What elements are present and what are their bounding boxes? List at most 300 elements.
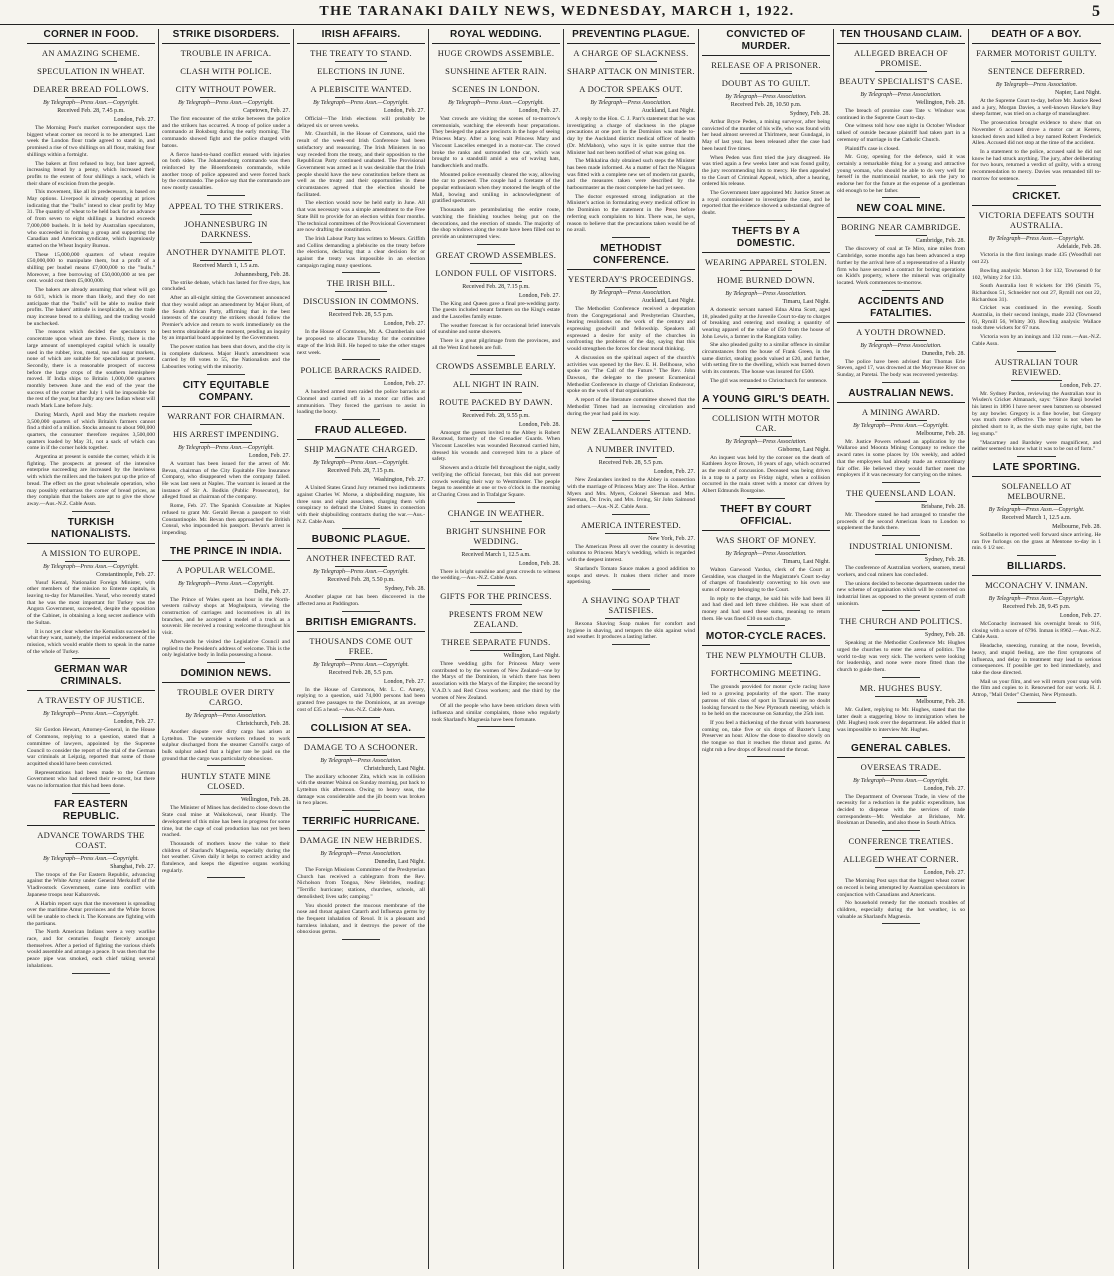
article-subheading: A DOCTOR SPEAKS OUT. bbox=[579, 84, 683, 94]
article-headline: AUSTRALIAN NEWS. bbox=[837, 388, 965, 403]
article-credit: By Telegraph—Press Assn.—Copyright. bbox=[43, 711, 139, 718]
article-headline: CONVICTED OF MURDER. bbox=[702, 29, 830, 56]
article-subheading: THOUSANDS COME OUT FREE. bbox=[309, 635, 413, 656]
article-credit: By Telegraph—Press Assn.—Copyright. bbox=[988, 236, 1085, 243]
article-body bbox=[837, 246, 965, 286]
article-subheading: JOHANNESBURG IN DARKNESS. bbox=[184, 218, 268, 239]
article bbox=[297, 534, 425, 611]
article-end-rule bbox=[72, 973, 110, 974]
article bbox=[972, 357, 1101, 457]
paragraph: The strike debate, which has lasted for five days, has concluded. bbox=[162, 279, 290, 293]
dateline: London, Feb. 27. bbox=[113, 117, 155, 123]
page-number: 5 bbox=[1092, 3, 1100, 20]
article-subheading: HOME BURNED DOWN. bbox=[717, 274, 815, 285]
article bbox=[837, 29, 965, 198]
article-body bbox=[432, 301, 560, 352]
article-subheading: PRESENTS FROM NEW ZEALAND. bbox=[448, 609, 544, 630]
paragraph: Sir Gordon Hewart, Attorney-General, in the House of Commons, replying to a question, stated that a committee of lawyers, appointed by the Supreme Council to consider the report of the trial of the German war criminals at Leipzig, reported that some of those acquitted should have been convicted. bbox=[27, 727, 155, 767]
divider bbox=[875, 867, 926, 868]
article-body bbox=[972, 532, 1101, 552]
article bbox=[837, 203, 965, 290]
article-body bbox=[837, 108, 965, 194]
article-subheading: ADVANCE TOWARDS THE COAST. bbox=[37, 829, 145, 850]
article-subheading: A SHAVING SOAP THAT SATISFIES. bbox=[582, 594, 680, 615]
divider bbox=[200, 97, 251, 98]
paragraph: The auxiliary schooner Zita, which was in collision with the steamer Wainui on Sunday morning, put back to Lyttelton this afternoon. Owing to heavy seas, the damage was considerable and the jib boom was broken in two places. bbox=[297, 773, 425, 807]
article-end-rule bbox=[342, 528, 380, 529]
article-subheading: CHANGE IN WEATHER. bbox=[447, 507, 545, 518]
dateline: London, Feb. 27. bbox=[923, 870, 965, 877]
paragraph: Rome, Feb. 27. The Spanish Consulate at Naples refused to grant Mr. Gerald Bevan a passport to visit Constantinople. Mr. Bevan then approached the British Consul, who impounded his passport. Bevan's arrest is impending. bbox=[162, 503, 290, 536]
paragraph: The discovery of coal at Te Miro, nine miles from Cambridge, some months ago has been advanced a step further by the arrival here of a representative of a Huntly firm who have secured a contract for boring operations on Kidd's property, where the mineral was originally located. Work commences to-morrow. bbox=[837, 246, 965, 286]
dateline: Wellington, Feb. 28. bbox=[240, 797, 290, 804]
paragraph: The King and Queen gave a final pre-wedding party. The guests included tenant farmers on the King's estate and the Lascelles family estate. bbox=[432, 300, 560, 321]
paragraph: There is bright sunshine and great crowds to witness the wedding.—Aus.-N.Z. Cable Assn. bbox=[432, 568, 560, 582]
article-subheading: ANOTHER DYNAMITE PLOT. bbox=[166, 246, 286, 257]
divider bbox=[470, 263, 521, 264]
divider bbox=[875, 554, 926, 555]
masthead bbox=[0, 0, 1114, 25]
divider bbox=[875, 696, 926, 697]
article-headline: BILLIARDS. bbox=[972, 561, 1101, 576]
divider bbox=[470, 97, 521, 98]
article-end-rule bbox=[882, 535, 920, 536]
article-credit: By Telegraph—Press Association. bbox=[185, 712, 267, 719]
received-line: Received Feb. 28, 10.50 p.m. bbox=[730, 102, 802, 108]
article-credit: By Telegraph—Press Assn.—Copyright. bbox=[313, 100, 409, 106]
article-subheading: A PLEBISCITE WANTED. bbox=[310, 84, 412, 94]
dateline: Capetown, Feb. 27. bbox=[243, 108, 290, 114]
dateline: London, Feb. 27. bbox=[1059, 382, 1101, 389]
article bbox=[27, 664, 155, 793]
article-credit: By Telegraph—Press Association. bbox=[590, 289, 672, 296]
article-credit: By Telegraph—Press Association. bbox=[725, 290, 807, 297]
article-end-rule bbox=[342, 717, 380, 718]
article-subheading: LONDON FULL OF VISITORS. bbox=[435, 267, 557, 278]
dateline: Melbourne, Feb. 28. bbox=[916, 698, 965, 705]
paragraph: "Macartney and Bardsley were magnificent, and neither seemed to know what it was to be out of form." bbox=[972, 439, 1101, 453]
dateline: Timaru, Last Night. bbox=[782, 558, 830, 565]
article-headline: THEFTS BY A DOMESTIC. bbox=[702, 226, 830, 253]
article-credit: By Telegraph—Press Assn.—Copyright. bbox=[178, 100, 274, 106]
article bbox=[162, 771, 290, 878]
divider bbox=[200, 442, 251, 443]
article bbox=[297, 278, 425, 360]
article-end-rule bbox=[882, 737, 920, 738]
paragraph: Walton Garwood Yardsa, clerk of the Court at Geraldine, was charged in the Magistrate's Court to-day of charges of fraudulently converting to his own use sums of money belonging to the Court. bbox=[702, 566, 830, 593]
article-body bbox=[297, 867, 425, 936]
divider bbox=[605, 61, 656, 62]
article-subheading: A TRAVESTY OF JUSTICE. bbox=[37, 695, 145, 706]
article-end-rule bbox=[747, 388, 785, 389]
article-end-rule bbox=[207, 765, 245, 766]
article-subheading: SUNSHINE AFTER RAIN. bbox=[445, 66, 547, 76]
divider bbox=[200, 578, 251, 579]
article-subheading: ROUTE PACKED BY DAWN. bbox=[439, 396, 553, 407]
paragraph: McConachy increased his overnight break to 916, closing with a score of 6796. Inman is 8962.—Aus.-N.Z. Cable Assn. bbox=[972, 621, 1101, 641]
paragraph: Another plague rat has been discovered in the affected area at Paddington. bbox=[297, 594, 425, 608]
article-subheading: APPEAL TO THE STRIKERS. bbox=[168, 200, 284, 211]
article-body bbox=[297, 389, 425, 416]
divider bbox=[65, 853, 116, 854]
divider bbox=[875, 340, 926, 341]
divider bbox=[605, 439, 656, 440]
paragraph: South Australia lost 8 wickets for 196 (Smith 75, Richardson 51, Schneider not out 27, Rymill not out 22, Richardson 31). bbox=[972, 283, 1101, 303]
article-body bbox=[27, 872, 155, 970]
paragraph: The unions decided to become departments under the new scheme of organisation which will be converted on industrial lines as opposed to the present system of craft unionism. bbox=[837, 580, 965, 607]
article-body bbox=[432, 116, 560, 241]
article-subheading: SPECULATION IN WHEAT. bbox=[37, 66, 145, 76]
article-subheading: WARRANT FOR CHAIRMAN. bbox=[167, 410, 285, 421]
paragraph: A Harbin report says that the movement is spreading over the maritime Amur provinces and the White forces will be unable to check it. The Koreans are fighting with the partisans. bbox=[27, 900, 155, 927]
divider bbox=[65, 61, 116, 62]
paragraph: Mr. Justice Powers refused an application by the Wallaroo and Moonta Mining Company to reduce the award rates in some places by 10s weekly, and added that the employees had already made an extraordinary fair offer. He believed they would further meet the employers if it was necessary for carrying on the mines. bbox=[837, 438, 965, 479]
masthead-title: THE TARANAKI DAILY NEWS, WEDNESDAY, MARCH 1, 1922. bbox=[319, 4, 795, 19]
article-subheading: FARMER MOTORIST GUILTY. bbox=[976, 48, 1097, 58]
dateline: Wellington, Last Night. bbox=[503, 653, 560, 660]
paragraph: The weather forecast is for occasional brief intervals of sunshine and some showers. bbox=[432, 322, 560, 336]
paragraph: Solfanello is reported well forward since arriving. He ran five furlongs on the grass at Mentone to-day in 1 min. 6 1/2 sec. bbox=[972, 531, 1101, 552]
article bbox=[837, 683, 965, 738]
dateline: London, Feb. 27. bbox=[383, 321, 425, 328]
paragraph: Of all the people who have been stricken down with influenza and similar complaints, those who regularly took Sharland's Magnesia have been fortunate. bbox=[432, 703, 560, 723]
divider bbox=[740, 270, 791, 271]
article-end-rule bbox=[747, 498, 785, 499]
paragraph: No household remedy for the stomach troubles of children, especially during the hot weather, is so valuable as Sharland's Magnesia. bbox=[837, 900, 965, 920]
divider bbox=[875, 235, 926, 236]
article bbox=[702, 504, 830, 627]
article-body bbox=[297, 485, 425, 525]
divider bbox=[200, 260, 251, 261]
dateline: London, Feb. 27. bbox=[248, 452, 290, 459]
paragraph: The police have been advised that Thomas Erle Steven, aged 17, was drowned at the Moyreuse River on Sunday, at Paretai. The body was recovered yesterday. bbox=[837, 358, 965, 379]
article bbox=[972, 29, 1101, 186]
article-end-rule bbox=[747, 220, 785, 221]
article-end-rule bbox=[612, 514, 650, 515]
article-end-rule bbox=[747, 625, 785, 626]
paragraph: Vast crowds are visiting the scenes of to-morrow's ceremonials, watching the eleventh hour preparations. They besieged the palace precincts in the hope of seeing Princess Mary. After a long wait Princess Mary and Viscount Lascelles emerged in a motor-car. The crowd broke the ranks and surrounded the car, which was brought to a standstill amid a sea of waving hats, handkerchiefs and muffs. bbox=[432, 116, 560, 169]
dateline: London, Feb. 27. bbox=[1059, 613, 1101, 620]
article bbox=[837, 296, 965, 383]
article-body bbox=[297, 594, 425, 607]
column-1 bbox=[24, 29, 159, 1269]
divider bbox=[200, 710, 251, 711]
article-credit: By Telegraph—Press Association. bbox=[590, 100, 672, 106]
article-subheading: BORING NEAR CAMBRIDGE. bbox=[841, 222, 961, 233]
article-subheading: CONFERENCE TREATIES. bbox=[848, 836, 954, 847]
article-subheading: A MINING AWARD. bbox=[861, 406, 941, 417]
divider bbox=[1011, 380, 1063, 381]
article bbox=[297, 816, 425, 940]
article bbox=[297, 425, 425, 529]
dateline: Sydney, Feb. 28. bbox=[789, 111, 830, 117]
paragraph: The North American Indians were a very warlike race, and for centuries fought fiercely amongst themselves. After a period of fighting the various chiefs would assemble and arrange a peace. It was then that the peace pipe was smoked, each chief taking several inhalations. bbox=[27, 929, 155, 969]
article-headline: BRITISH EMIGRANTS. bbox=[297, 617, 425, 632]
article-subheading: SOLFANELLO AT MELBOURNE. bbox=[1001, 480, 1072, 501]
article-end-rule bbox=[207, 877, 245, 878]
divider bbox=[335, 848, 386, 849]
article-subheading: BEAUTY SPECIALIST'S CASE. bbox=[839, 76, 963, 86]
paragraph: New Zealanders invited to the Abbey in connection with the marriage of Princess Mary are: The Hon. Arthur Myers and Mrs. Myers, Colonel Sleeman and Mrs. Sleeman, Dr. Irwin, and Mrs. Irving, Sir John Salmond and others.—Aus.-N.Z. Cable Assn. bbox=[567, 477, 695, 511]
article-end-rule bbox=[882, 382, 920, 383]
article-body bbox=[297, 774, 425, 808]
divider bbox=[740, 436, 791, 437]
paragraph: The Minister of Mines has decided to close down the State coal mine at Waikokowai, near Huntly. The development of this mine has been in progress for some time, but the cage of coal production has not yet been reached. bbox=[162, 805, 290, 839]
column-8 bbox=[969, 29, 1104, 1269]
article bbox=[27, 29, 155, 512]
article-credit: By Telegraph—Press Assn.—Copyright. bbox=[853, 422, 949, 429]
article-end-rule bbox=[477, 585, 515, 586]
article bbox=[837, 836, 965, 924]
article bbox=[162, 201, 290, 375]
paragraph: Yusuf Kemal, Nationalist Foreign Minister, with other members of the mission to Entente capitals, is leaving to-day for Marseilles. Yusuf, who recently stated that he was the most important for Turkey was the Angora Government, succeeded, despite the opposition of the Cabinet, in obtaining a long secret audience with the Sultan. bbox=[27, 579, 155, 626]
article-subheading: THE QUEENSLAND LOAN. bbox=[846, 487, 956, 498]
article-headline: THEFT BY COURT OFFICIAL. bbox=[702, 504, 830, 531]
article-subheading: SHARP ATTACK ON MINISTER. bbox=[567, 66, 695, 76]
divider bbox=[65, 708, 116, 709]
article bbox=[972, 191, 1101, 351]
article-end-rule bbox=[72, 658, 110, 659]
dateline: London, Feb. 27. bbox=[383, 108, 425, 114]
dateline: Shanghai, Feb. 27. bbox=[110, 863, 155, 870]
article-credit: By Telegraph—Press Assn.—Copyright. bbox=[313, 460, 409, 467]
article bbox=[702, 29, 830, 221]
article-end-rule bbox=[207, 195, 245, 196]
article bbox=[567, 426, 695, 515]
article-body bbox=[837, 439, 965, 479]
article-headline: TERRIFIC HURRICANE. bbox=[297, 816, 425, 831]
paragraph: Victoria won by an innings and 132 runs.—Aus.-N.Z. Cable Assn. bbox=[972, 334, 1101, 347]
article-credit: By Telegraph—Press Assn.—Copyright. bbox=[988, 506, 1085, 513]
paragraph: The conference of Australian workers, seamen, metal workers, and coal miners has concluded. bbox=[837, 565, 965, 578]
dateline: Sydney, Feb. 28. bbox=[924, 557, 965, 564]
divider bbox=[65, 79, 116, 80]
article-credit: By Telegraph—Press Assn.—Copyright. bbox=[178, 580, 274, 587]
article-headline: GENERAL CABLES. bbox=[837, 743, 965, 758]
article-subheading: ANOTHER INFECTED RAT. bbox=[306, 553, 416, 564]
dateline: London, Feb. 27. bbox=[383, 678, 425, 685]
paragraph: Rexona Shaving Soap makes for comfort and hygiene in shaving, and tempers the skin against wind and weather. It produces a lasting lather. bbox=[567, 620, 695, 641]
article-subheading: VICTORIA DEFEATS SOUTH AUSTRALIA. bbox=[978, 210, 1095, 231]
received-line: Received Feb. 28, 7.45 p.m. bbox=[57, 108, 125, 114]
article bbox=[432, 591, 560, 727]
divider bbox=[470, 374, 521, 375]
dateline: Napier, Last Night. bbox=[1054, 90, 1101, 96]
article-end-rule bbox=[612, 644, 650, 645]
article-subheading: GREAT CROWD ASSEMBLES. bbox=[435, 249, 557, 260]
divider bbox=[470, 650, 521, 651]
article-subheading: ALL NIGHT IN RAIN. bbox=[452, 378, 540, 389]
dateline: London, Feb. 27. bbox=[518, 108, 560, 114]
article bbox=[162, 668, 290, 767]
article bbox=[567, 520, 695, 590]
article bbox=[297, 617, 425, 718]
article bbox=[972, 561, 1101, 703]
paragraph: The prosecution brought evidence to show that on November 6 accused drove a motor car at Kereru, knocked down and killed a boy named Robert Frederick Allen. Accused did not stop at the time of the accident. bbox=[972, 120, 1101, 147]
article-credit: By Telegraph—Press Assn.—Copyright. bbox=[178, 444, 274, 451]
article-headline: DEATH OF A BOY. bbox=[972, 29, 1101, 44]
paragraph: The Irish Labour Party has written to Messrs. Griffith and Collins demanding a plebiscite on the treaty before the elections, declaring that a clear decision for or against the treaty was impossible in an election campaign raging many questions. bbox=[297, 235, 425, 269]
column-3 bbox=[294, 29, 429, 1269]
paragraph: The troops of the Far Eastern Republic, advancing against the White Army under General Merkuloff of the Vladivostock Government, came into conflict with Japanese troops near Kabarovsk. bbox=[27, 871, 155, 898]
dateline: London, Feb. 28. bbox=[518, 560, 560, 567]
article-headline: COLLISION AT SEA. bbox=[297, 723, 425, 738]
article-end-rule bbox=[477, 726, 515, 727]
article-body bbox=[297, 116, 425, 269]
article-end-rule bbox=[882, 290, 920, 291]
article bbox=[837, 388, 965, 483]
dateline: Sydney, Feb. 28. bbox=[924, 632, 965, 639]
article-end-rule bbox=[477, 502, 515, 503]
article-headline: ROYAL WEDDING. bbox=[432, 29, 560, 44]
column-6 bbox=[699, 29, 834, 1269]
received-line: Received Feb. 28, 5.5 p.m. bbox=[598, 460, 664, 467]
dateline: Brisbane, Feb. 28. bbox=[921, 503, 965, 510]
paragraph: The first encounter of the strike between the police and the strikers has occurred. A troop of police under a commando at Boksburg during the early morning. The commando showed fight and the police charged with batons. bbox=[162, 116, 290, 149]
article-headline: THE PRINCE IN INDIA. bbox=[162, 546, 290, 561]
article-body bbox=[837, 794, 965, 828]
divider bbox=[470, 61, 521, 62]
article-body bbox=[297, 329, 425, 356]
article-subheading: AN AMAZING SCHEME. bbox=[41, 48, 141, 58]
article bbox=[837, 541, 965, 611]
received-line: Received Feb. 28, 9.45 p.m. bbox=[1002, 604, 1071, 611]
paragraph: This movement, like all its predecessors, is based on May options. Liverpool is already operating at prices indicating that the "bulls" intend to clear profit by May 31. The quantity of wheat to be held back for an advance of from seven to eight shillings a hundred exceeds 7,000,000 bushels. It is held by Australian speculators, who succeeded in forming a group and supporting the Canadian and American syndicate, which ingeniously started on the Wheat Inquiry Bureau. bbox=[27, 189, 155, 249]
dateline: Washington, Feb. 27. bbox=[373, 477, 425, 484]
article-body bbox=[162, 461, 290, 537]
paragraph: Mr. Churchill, in the House of Commons, said the result of the week-end Irish Conference had been satisfactory and reassuring. The Irish Ministers in no way receded from the treaty, and their opposition to the Republican Party continued unabated. The Provisional Government was armed as it was desirable that the Irish people should have the new constitution before them as well as the treaty and their opportunities in these circumstances agreed that the election should be facilitated. bbox=[297, 131, 425, 198]
divider bbox=[65, 97, 116, 98]
dateline: New York, Feb. 27. bbox=[648, 535, 695, 542]
article-headline: FRAUD ALLEGED. bbox=[297, 425, 425, 440]
article-body bbox=[972, 621, 1101, 699]
received-line: Received Feb. 28, 5.5 p.m. bbox=[328, 669, 394, 676]
divider bbox=[875, 420, 926, 421]
article-subheading: WEARING APPAREL STOLEN. bbox=[704, 256, 828, 267]
article-credit: By Telegraph—Press Assn.—Copyright. bbox=[313, 569, 409, 576]
divider bbox=[470, 79, 521, 80]
article-body bbox=[567, 116, 695, 234]
article-subheading: DISCUSSION IN COMMONS. bbox=[303, 296, 419, 307]
article-body bbox=[27, 580, 155, 656]
article-credit: By Telegraph—Press Association. bbox=[860, 92, 942, 98]
article-body bbox=[972, 391, 1101, 453]
article-subheading: YESTERDAY'S PROCEEDINGS. bbox=[567, 273, 695, 284]
paragraph: She also pleaded guilty to a similar offence in similar circumstances from the house of Frank Green, in the same district, stealing goods valued at £20, and further, with setting fire to the dwelling, which was burned down with its contents. The house was insured for £500. bbox=[702, 342, 830, 376]
divider bbox=[1011, 504, 1063, 505]
dateline: Cambridge, Feb. 28. bbox=[915, 238, 965, 245]
article bbox=[702, 394, 830, 499]
paragraph: The Morning Post says that the biggest wheat corner on record is being attempted by Australian speculators in conjunction with Canadians and Americans. bbox=[837, 878, 965, 898]
divider bbox=[1011, 61, 1063, 62]
article-subheading: CITY WITHOUT POWER. bbox=[175, 84, 277, 94]
article-subheading: TROUBLE OVER DIRTY CARGO. bbox=[177, 686, 275, 707]
paragraph: A warrant has been issued for the arrest of Mr. Bevan, chairman of the City Equitable Fire Insurance Company, who disappeared when the company failed. He was last seen at Naples. The warrant is issued at the instance of Sir A. Bodkin (Public Prosecutor), for alleged fraud as chairman of the company. bbox=[162, 460, 290, 501]
article-body bbox=[27, 125, 155, 508]
article-subheading: DAMAGE TO A SCHOONER. bbox=[303, 741, 419, 752]
paragraph: In the House of Commons, Mr. A. Chamberlain said he proposed to allocate Thursday for the committee stage of the Irish Bill. He hoped to take the other stages next week. bbox=[297, 329, 425, 356]
divider bbox=[605, 97, 656, 98]
article-end-rule bbox=[207, 662, 245, 663]
article bbox=[432, 508, 560, 586]
article-body bbox=[432, 661, 560, 723]
dateline: Delhi, Feb. 27. bbox=[254, 588, 290, 595]
article bbox=[297, 723, 425, 812]
article-subheading: A CHARGE OF SLACKNESS. bbox=[573, 48, 689, 58]
article bbox=[432, 29, 560, 245]
dateline: Melbourne, Feb. 28. bbox=[916, 430, 965, 437]
article-subheading: CROWDS ASSEMBLE EARLY. bbox=[436, 360, 556, 371]
paragraph: Plaintiff's case is closed. bbox=[845, 145, 900, 152]
divider bbox=[605, 79, 656, 80]
paragraph: Another dispute over dirty cargo has arisen at Lyttelton. The waterside workers refused to work sulphur discharged from the steamer Carroll's cargo of bulk sulphur asked that a higher rate be paid on the ground that the cargo was particularly obnoxious. bbox=[162, 728, 290, 762]
article bbox=[837, 743, 965, 832]
article-subheading: RELEASE OF A PRISONER. bbox=[711, 60, 821, 70]
divider bbox=[470, 281, 521, 282]
article-headline: NEW COAL MINE. bbox=[837, 203, 965, 218]
paragraph: If you feel a thickening of the throat with hoarseness coming on, take five or six drops of Baxter's Lung Preserver an hour. Allow the dose to dissolve slowly on the tongue so that it reaches the throat and gums. At night rub a few drops of Rexol round the throat. bbox=[702, 719, 830, 753]
paragraph: The Government later appointed Mr. Justice Street as a royal commissioner to investigate the case, and he reported that the evidence showed a substantial degree of doubt. bbox=[702, 190, 830, 217]
article-subheading: SHIP MAGNATE CHARGED. bbox=[304, 444, 418, 455]
paragraph: In a statement to the police, accused said he did not know he had struck anything. The jury, after deliberating for two hours, returned a verdict of guilty, with a strong recommendation to mercy. Davies was remanded till to-morrow for sentence. bbox=[972, 148, 1101, 182]
article-headline: FAR EASTERN REPUBLIC. bbox=[27, 799, 155, 826]
article bbox=[27, 799, 155, 974]
article-body bbox=[297, 687, 425, 714]
article-body bbox=[162, 729, 290, 763]
divider bbox=[470, 549, 521, 550]
divider bbox=[335, 566, 386, 567]
article-end-rule bbox=[882, 610, 920, 611]
article bbox=[162, 29, 290, 196]
article bbox=[162, 380, 290, 541]
divider bbox=[740, 663, 791, 664]
article-headline: CRICKET. bbox=[972, 191, 1101, 206]
article-body bbox=[837, 565, 965, 607]
dateline: Wellington, Feb. 28. bbox=[915, 100, 965, 106]
divider bbox=[875, 849, 926, 850]
paragraph: An inquest was held by the coroner on the death of Kathleen Joyce Brown, 16 years of age, which occurred as the result of concussion. Deceased was being driven in a trap to a party on Friday night, when a collision occurred in the main street with a motor car driven by Albert Edmunds Bourgoine. bbox=[702, 454, 830, 495]
article-subheading: THREE SEPARATE FUNDS. bbox=[441, 637, 551, 648]
article-headline: LATE SPORTING. bbox=[972, 462, 1101, 477]
divider bbox=[875, 89, 926, 90]
article-subheading: ALLEGED BREACH OF PROMISE. bbox=[854, 48, 948, 68]
article-headline: MOTOR-CYCLE RACES. bbox=[702, 631, 830, 646]
article-end-rule bbox=[1017, 555, 1056, 556]
article-body bbox=[162, 280, 290, 371]
paragraph: In the House of Commons, Mr. L. C. Amery, replying to a question, said 74,000 persons had been granted free passages to the Dominions, at an average cost of £35 a head.—Aus.-N.Z. Cable Assn. bbox=[297, 686, 425, 713]
divider bbox=[875, 629, 926, 630]
article-credit: By Telegraph—Press Assn.—Copyright. bbox=[853, 777, 949, 784]
article-subheading: AUSTRALIAN TOUR REVIEWED. bbox=[994, 356, 1079, 377]
divider bbox=[740, 91, 791, 92]
paragraph: Three wedding gifts for Princess Mary were contributed to by the women of New Zealand—one by the Marys of the Dominion, in which there has been association with the Marys of the Empire; the second by V.A.D.'s and Red Cross workers; and the third by the women of New Zealand. bbox=[432, 661, 560, 701]
article-end-rule bbox=[612, 237, 650, 238]
received-line: Received March 1, 12.5 a.m. bbox=[461, 551, 531, 558]
article-subheading: HUGE CROWDS ASSEMBLE. bbox=[437, 48, 555, 58]
dateline: London, Feb. 27. bbox=[383, 381, 425, 388]
article-credit: By Telegraph—Press Assn.—Copyright. bbox=[43, 563, 139, 570]
article-body bbox=[567, 306, 695, 417]
paragraph: The doctor expressed strong indignation at the Minister's action in formulating every medical officer in the Dominion to the statement in the Press before referring such complaints to him. There was, he says, reason to believe that the precautions taken would be of no avail. bbox=[567, 193, 695, 234]
paragraph: Arthur Bryce Peden, a mining surveyor, after being convicted of the murder of his wife, who was found with her head almost severed at Thirlmere, near Gundagai, in May of last year, has been released after the case had been heard five times. bbox=[702, 119, 830, 152]
paragraph: In reply to the charge, he said his wife had been ill and had died and left three children. He was short of money and had used these sums, meaning to return them. He was fined £10 on each charge. bbox=[702, 595, 830, 622]
dateline: Gisborne, Last Night. bbox=[778, 446, 830, 453]
article-subheading: THE TREATY TO STAND. bbox=[310, 48, 412, 58]
paragraph: Mr. Gray, opening for the defence, said it was certainly a remarkable thing for a young and attractive young woman, who should be able to do very well for herself in the matrimonial market, to ask the jury to endorse her for the future at the expense of a gentleman old enough to be her father. bbox=[837, 154, 965, 194]
dateline: Auckland, Last Night. bbox=[641, 297, 695, 304]
article-headline: BUBONIC PLAGUE. bbox=[297, 534, 425, 549]
paragraph: The grounds provided for motor cycle racing have led to a growing popularity of the sport. The many patrons of this class of sport in Taranaki are no doubt looking forward to the New Plymouth meeting, which is to be held on the racecourse on Saturday, the 25th inst. bbox=[702, 684, 830, 718]
